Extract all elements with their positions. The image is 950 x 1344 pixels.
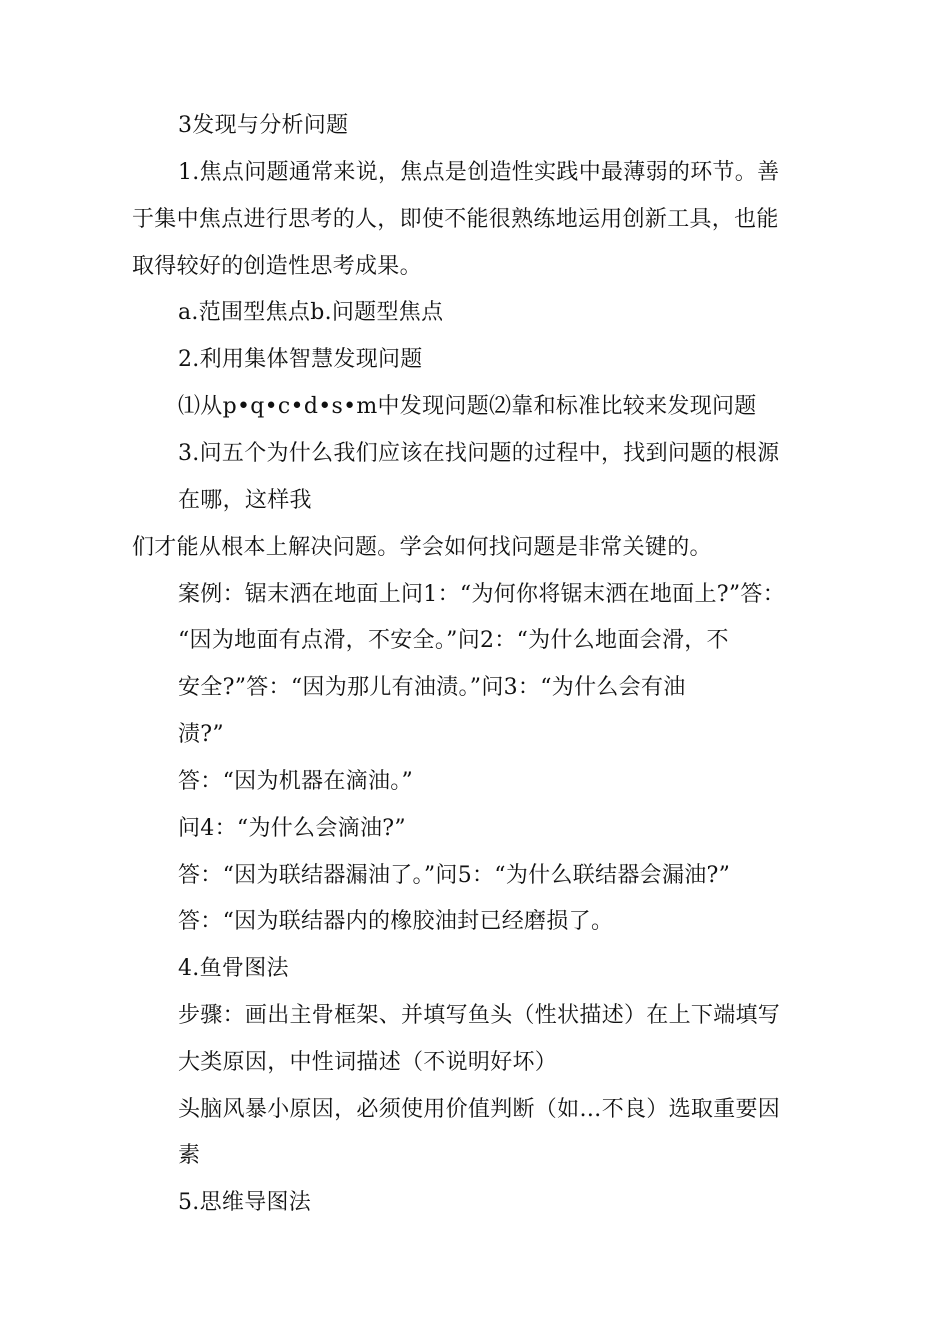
paragraph-line: 头脑风暴小原因，必须使用价值判断（如…不良）选取重要因 [178, 1097, 781, 1122]
paragraph-line: 2.利用集体智慧发现问题 [178, 347, 423, 372]
paragraph-line: 案例：锯末洒在地面上问1：“为何你将锯末洒在地面上?”答： [178, 582, 785, 607]
paragraph-line: 4.鱼骨图法 [178, 956, 289, 981]
paragraph-line: “因为地面有点滑，不安全。”问2：“为什么地面会滑，不 [178, 628, 729, 653]
paragraph-line: ⑴从p•q•c•d•s•m中发现问题⑵靠和标准比较来发现问题 [178, 394, 757, 419]
section-heading: 3发现与分析问题 [178, 113, 349, 138]
paragraph-line: 3.问五个为什么我们应该在找问题的过程中，找到问题的根源 [178, 441, 780, 466]
paragraph-line: a.范围型焦点b.问题型焦点 [178, 300, 444, 325]
paragraph-line: 在哪，这样我 [178, 488, 312, 513]
paragraph-line: 于集中焦点进行思考的人，即使不能很熟练地运用创新工具，也能 [132, 207, 779, 232]
paragraph-line: 步骤：画出主骨框架、并填写鱼头（性状描述）在上下端填写 [178, 1003, 781, 1028]
paragraph-line: 答：“因为联结器内的橡胶油封已经磨损了。 [178, 909, 614, 934]
paragraph-line: 1.焦点问题通常来说，焦点是创造性实践中最薄弱的环节。善 [178, 160, 780, 185]
paragraph-line: 5.思维导图法 [178, 1190, 312, 1215]
paragraph-line: 安全?”答：“因为那儿有油渍。”问3：“为什么会有油 [178, 675, 686, 700]
paragraph-line: 答：“因为机器在滴油。” [178, 769, 414, 794]
paragraph-line: 取得较好的创造性思考成果。 [132, 254, 422, 279]
paragraph-line: 素 [178, 1143, 201, 1168]
paragraph-line: 大类原因，中性词描述（不说明好坏） [178, 1050, 558, 1075]
paragraph-line: 们才能从根本上解决问题。学会如何找问题是非常关键的。 [132, 535, 712, 560]
paragraph-line: 答：“因为联结器漏油了。”问5：“为什么联结器会漏油?” [178, 863, 731, 888]
paragraph-line: 问4：“为什么会滴油?” [178, 816, 406, 841]
paragraph-line: 渍?” [178, 722, 224, 747]
